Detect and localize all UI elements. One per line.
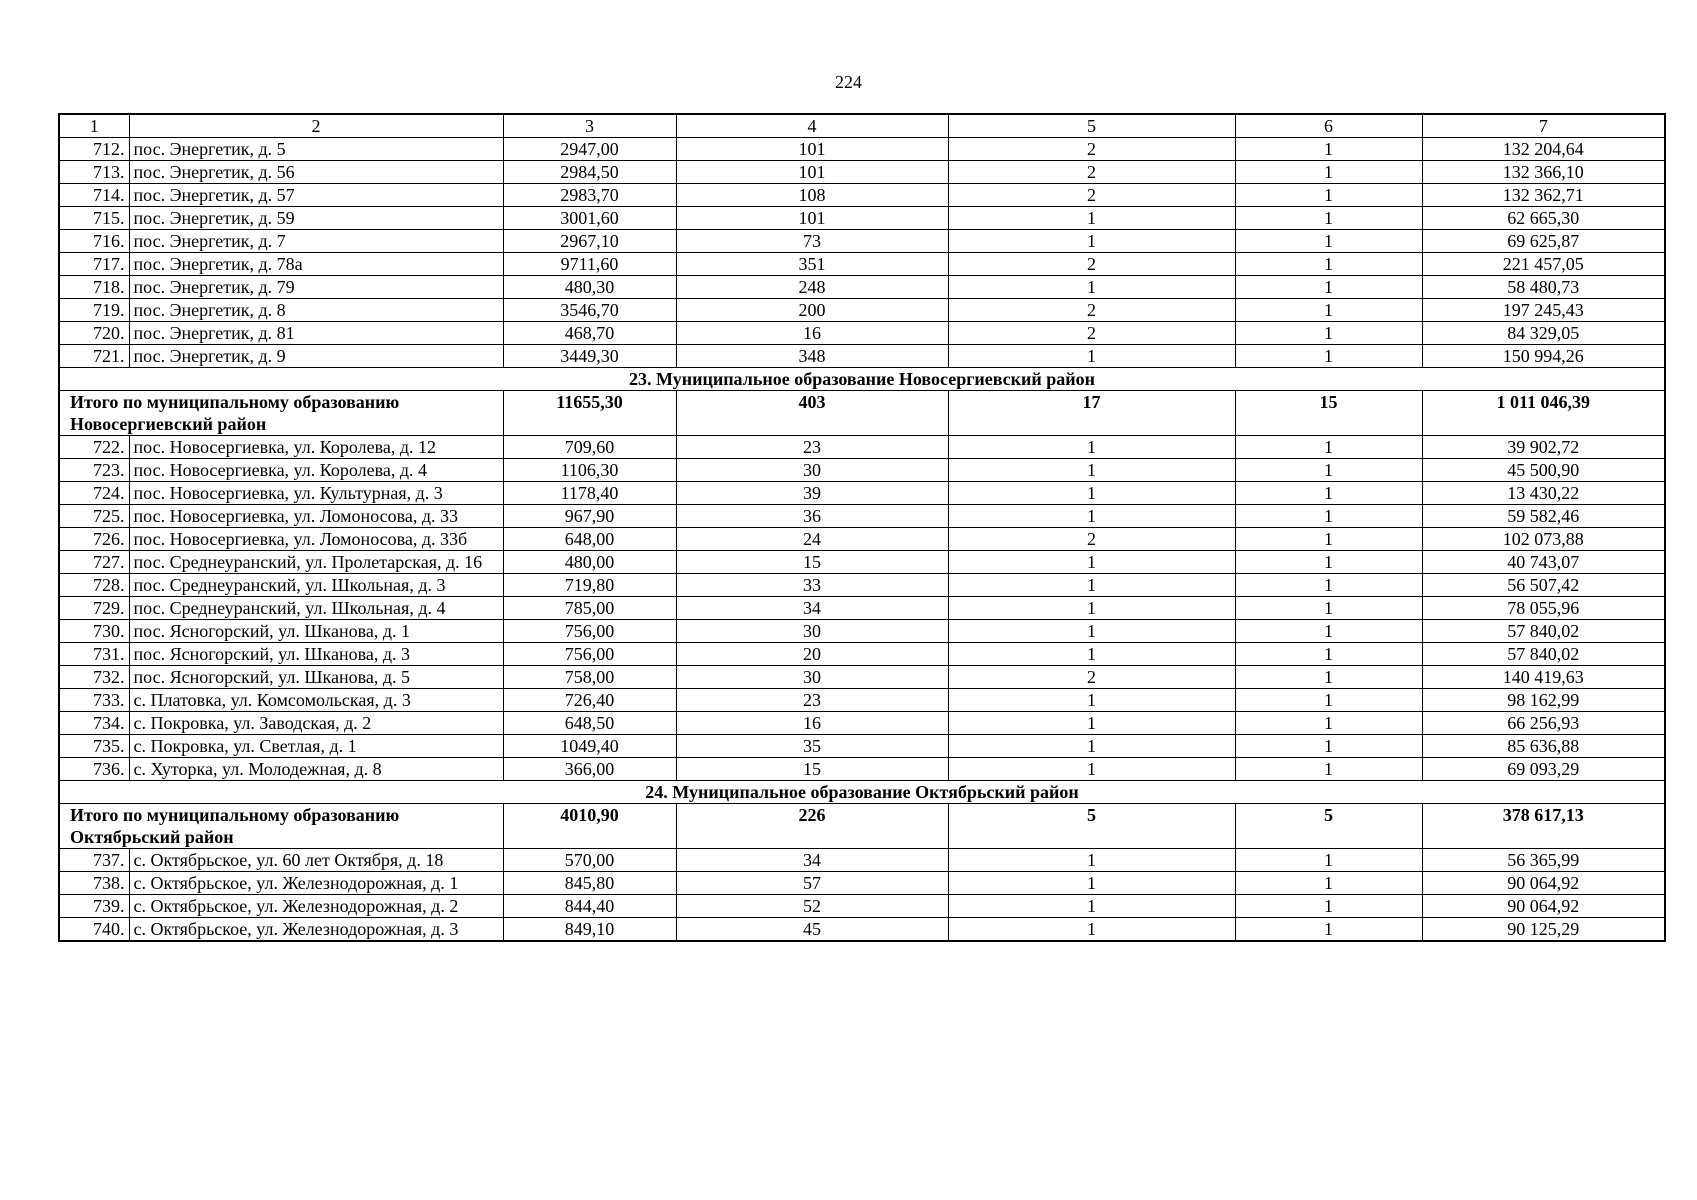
row-index: 732. bbox=[59, 666, 129, 689]
col-6-value: 1 bbox=[1235, 345, 1422, 368]
area: 3546,70 bbox=[503, 299, 676, 322]
column-number-6: 6 bbox=[1235, 114, 1422, 138]
col-5-value: 2 bbox=[948, 161, 1235, 184]
col-6-value: 1 bbox=[1235, 436, 1422, 459]
row-index: 734. bbox=[59, 712, 129, 735]
area: 648,00 bbox=[503, 528, 676, 551]
table-row bbox=[59, 322, 1665, 345]
area: 1106,30 bbox=[503, 459, 676, 482]
address: пос. Энергетик, д. 8 bbox=[129, 299, 503, 322]
table-row bbox=[59, 666, 1665, 689]
cost: 56 507,42 bbox=[1422, 574, 1665, 597]
cost: 39 902,72 bbox=[1422, 436, 1665, 459]
table-row bbox=[59, 872, 1665, 895]
total-cost: 1 011 046,39 bbox=[1422, 391, 1665, 436]
col-6-value: 1 bbox=[1235, 597, 1422, 620]
cost: 150 994,26 bbox=[1422, 345, 1665, 368]
col-5-value: 1 bbox=[948, 574, 1235, 597]
col-5-value: 1 bbox=[948, 482, 1235, 505]
table-row bbox=[59, 643, 1665, 666]
row-index: 716. bbox=[59, 230, 129, 253]
cost: 62 665,30 bbox=[1422, 207, 1665, 230]
total-area: 11655,30 bbox=[503, 391, 676, 436]
col-6-value: 1 bbox=[1235, 482, 1422, 505]
area: 648,50 bbox=[503, 712, 676, 735]
address: с. Октябрьское, ул. Железнодорожная, д. 1 bbox=[129, 872, 503, 895]
col-6-value: 1 bbox=[1235, 528, 1422, 551]
row-index: 714. bbox=[59, 184, 129, 207]
area: 570,00 bbox=[503, 849, 676, 872]
table-row bbox=[59, 597, 1665, 620]
address: пос. Среднеуранский, ул. Школьная, д. 3 bbox=[129, 574, 503, 597]
row-index: 722. bbox=[59, 436, 129, 459]
col-5-value: 1 bbox=[948, 712, 1235, 735]
residents: 39 bbox=[676, 482, 948, 505]
row-index: 735. bbox=[59, 735, 129, 758]
cost: 45 500,90 bbox=[1422, 459, 1665, 482]
address: пос. Новосергиевка, ул. Культурная, д. 3 bbox=[129, 482, 503, 505]
page-number: 224 bbox=[835, 72, 862, 92]
residents: 36 bbox=[676, 505, 948, 528]
row-index: 726. bbox=[59, 528, 129, 551]
area: 967,90 bbox=[503, 505, 676, 528]
area: 709,60 bbox=[503, 436, 676, 459]
residents: 20 bbox=[676, 643, 948, 666]
row-index: 720. bbox=[59, 322, 129, 345]
area: 2947,00 bbox=[503, 138, 676, 161]
total-label: Итого по муниципальному образованию Новосергиевский район bbox=[59, 391, 503, 436]
residents: 351 bbox=[676, 253, 948, 276]
address: с. Хуторка, ул. Молодежная, д. 8 bbox=[129, 758, 503, 781]
cost: 69 625,87 bbox=[1422, 230, 1665, 253]
area: 726,40 bbox=[503, 689, 676, 712]
area: 2983,70 bbox=[503, 184, 676, 207]
total-residents: 403 bbox=[676, 391, 948, 436]
column-number-3: 3 bbox=[503, 114, 676, 138]
table-row bbox=[59, 689, 1665, 712]
col-6-value: 1 bbox=[1235, 735, 1422, 758]
row-index: 719. bbox=[59, 299, 129, 322]
cost: 132 204,64 bbox=[1422, 138, 1665, 161]
row-index: 738. bbox=[59, 872, 129, 895]
row-index: 715. bbox=[59, 207, 129, 230]
area: 480,00 bbox=[503, 551, 676, 574]
row-index: 736. bbox=[59, 758, 129, 781]
total-col-6: 5 bbox=[1235, 804, 1422, 849]
row-index: 733. bbox=[59, 689, 129, 712]
section-heading: 24. Муниципальное образование Октябрьский район bbox=[59, 781, 1665, 804]
row-index: 728. bbox=[59, 574, 129, 597]
address: пос. Энергетик, д. 9 bbox=[129, 345, 503, 368]
row-index: 737. bbox=[59, 849, 129, 872]
table-row bbox=[59, 735, 1665, 758]
row-index: 723. bbox=[59, 459, 129, 482]
col-6-value: 1 bbox=[1235, 276, 1422, 299]
area: 3001,60 bbox=[503, 207, 676, 230]
area: 1178,40 bbox=[503, 482, 676, 505]
table-row bbox=[59, 161, 1665, 184]
address: с. Платовка, ул. Комсомольская, д. 3 bbox=[129, 689, 503, 712]
total-label: Итого по муниципальному образованию Октябрьский район bbox=[59, 804, 503, 849]
column-number-1: 1 bbox=[59, 114, 129, 138]
cost: 84 329,05 bbox=[1422, 322, 1665, 345]
col-6-value: 1 bbox=[1235, 138, 1422, 161]
col-6-value: 1 bbox=[1235, 643, 1422, 666]
cost: 56 365,99 bbox=[1422, 849, 1665, 872]
cost: 102 073,88 bbox=[1422, 528, 1665, 551]
cost: 40 743,07 bbox=[1422, 551, 1665, 574]
col-6-value: 1 bbox=[1235, 184, 1422, 207]
col-6-value: 1 bbox=[1235, 322, 1422, 345]
data-table bbox=[58, 113, 1666, 942]
cost: 132 362,71 bbox=[1422, 184, 1665, 207]
section-heading-row bbox=[59, 781, 1665, 804]
address: пос. Энергетик, д. 56 bbox=[129, 161, 503, 184]
area: 3449,30 bbox=[503, 345, 676, 368]
address: пос. Энергетик, д. 59 bbox=[129, 207, 503, 230]
col-6-value: 1 bbox=[1235, 253, 1422, 276]
area: 1049,40 bbox=[503, 735, 676, 758]
area: 756,00 bbox=[503, 620, 676, 643]
col-5-value: 1 bbox=[948, 620, 1235, 643]
table-row bbox=[59, 505, 1665, 528]
row-index: 717. bbox=[59, 253, 129, 276]
residents: 15 bbox=[676, 551, 948, 574]
address: с. Октябрьское, ул. Железнодорожная, д. 3 bbox=[129, 918, 503, 942]
address: пос. Энергетик, д. 5 bbox=[129, 138, 503, 161]
address: пос. Новосергиевка, ул. Ломоносова, д. 33 bbox=[129, 505, 503, 528]
section-heading-row bbox=[59, 368, 1665, 391]
residents: 34 bbox=[676, 849, 948, 872]
col-6-value: 1 bbox=[1235, 712, 1422, 735]
area: 849,10 bbox=[503, 918, 676, 942]
row-index: 721. bbox=[59, 345, 129, 368]
area: 366,00 bbox=[503, 758, 676, 781]
cost: 58 480,73 bbox=[1422, 276, 1665, 299]
address: пос. Среднеуранский, ул. Пролетарская, д. 16 bbox=[129, 551, 503, 574]
total-row bbox=[59, 804, 1665, 849]
row-index: 727. bbox=[59, 551, 129, 574]
address: пос. Энергетик, д. 57 bbox=[129, 184, 503, 207]
col-6-value: 1 bbox=[1235, 551, 1422, 574]
residents: 15 bbox=[676, 758, 948, 781]
col-5-value: 1 bbox=[948, 276, 1235, 299]
total-row bbox=[59, 391, 1665, 436]
address: пос. Ясногорский, ул. Шканова, д. 3 bbox=[129, 643, 503, 666]
cost: 78 055,96 bbox=[1422, 597, 1665, 620]
table-row bbox=[59, 459, 1665, 482]
residents: 45 bbox=[676, 918, 948, 942]
address: с. Октябрьское, ул. 60 лет Октября, д. 18 bbox=[129, 849, 503, 872]
col-5-value: 1 bbox=[948, 207, 1235, 230]
residents: 16 bbox=[676, 712, 948, 735]
col-5-value: 1 bbox=[948, 459, 1235, 482]
area: 845,80 bbox=[503, 872, 676, 895]
col-5-value: 1 bbox=[948, 918, 1235, 942]
col-6-value: 1 bbox=[1235, 459, 1422, 482]
row-index: 713. bbox=[59, 161, 129, 184]
cost: 90 125,29 bbox=[1422, 918, 1665, 942]
area: 2967,10 bbox=[503, 230, 676, 253]
residents: 23 bbox=[676, 689, 948, 712]
col-6-value: 1 bbox=[1235, 849, 1422, 872]
col-5-value: 2 bbox=[948, 299, 1235, 322]
address: пос. Энергетик, д. 79 bbox=[129, 276, 503, 299]
col-6-value: 1 bbox=[1235, 299, 1422, 322]
residents: 34 bbox=[676, 597, 948, 620]
area: 480,30 bbox=[503, 276, 676, 299]
col-5-value: 1 bbox=[948, 895, 1235, 918]
column-number-5: 5 bbox=[948, 114, 1235, 138]
table-row bbox=[59, 895, 1665, 918]
total-cost: 378 617,13 bbox=[1422, 804, 1665, 849]
residents: 200 bbox=[676, 299, 948, 322]
cost: 90 064,92 bbox=[1422, 895, 1665, 918]
col-6-value: 1 bbox=[1235, 689, 1422, 712]
address: пос. Ясногорский, ул. Шканова, д. 5 bbox=[129, 666, 503, 689]
table-row bbox=[59, 528, 1665, 551]
residents: 348 bbox=[676, 345, 948, 368]
address: пос. Среднеуранский, ул. Школьная, д. 4 bbox=[129, 597, 503, 620]
col-5-value: 1 bbox=[948, 551, 1235, 574]
address: пос. Новосергиевка, ул. Королева, д. 12 bbox=[129, 436, 503, 459]
area: 719,80 bbox=[503, 574, 676, 597]
col-5-value: 2 bbox=[948, 184, 1235, 207]
col-6-value: 1 bbox=[1235, 505, 1422, 528]
cost: 140 419,63 bbox=[1422, 666, 1665, 689]
address: с. Октябрьское, ул. Железнодорожная, д. 2 bbox=[129, 895, 503, 918]
table-row bbox=[59, 207, 1665, 230]
table-row bbox=[59, 276, 1665, 299]
address: пос. Новосергиевка, ул. Королева, д. 4 bbox=[129, 459, 503, 482]
col-5-value: 1 bbox=[948, 849, 1235, 872]
col-5-value: 1 bbox=[948, 689, 1235, 712]
col-5-value: 1 bbox=[948, 505, 1235, 528]
total-area: 4010,90 bbox=[503, 804, 676, 849]
area: 9711,60 bbox=[503, 253, 676, 276]
col-5-value: 1 bbox=[948, 735, 1235, 758]
area: 468,70 bbox=[503, 322, 676, 345]
residents: 35 bbox=[676, 735, 948, 758]
residents: 30 bbox=[676, 620, 948, 643]
residents: 33 bbox=[676, 574, 948, 597]
col-6-value: 1 bbox=[1235, 895, 1422, 918]
residents: 108 bbox=[676, 184, 948, 207]
area: 844,40 bbox=[503, 895, 676, 918]
col-6-value: 1 bbox=[1235, 161, 1422, 184]
address: пос. Энергетик, д. 78а bbox=[129, 253, 503, 276]
cost: 85 636,88 bbox=[1422, 735, 1665, 758]
total-residents: 226 bbox=[676, 804, 948, 849]
cost: 57 840,02 bbox=[1422, 620, 1665, 643]
col-5-value: 1 bbox=[948, 345, 1235, 368]
col-5-value: 1 bbox=[948, 872, 1235, 895]
row-index: 725. bbox=[59, 505, 129, 528]
residents: 30 bbox=[676, 459, 948, 482]
residents: 24 bbox=[676, 528, 948, 551]
address: пос. Энергетик, д. 7 bbox=[129, 230, 503, 253]
table-row bbox=[59, 482, 1665, 505]
residents: 101 bbox=[676, 161, 948, 184]
table-row bbox=[59, 299, 1665, 322]
col-5-value: 2 bbox=[948, 322, 1235, 345]
cost: 132 366,10 bbox=[1422, 161, 1665, 184]
col-6-value: 1 bbox=[1235, 207, 1422, 230]
column-number-row bbox=[59, 114, 1665, 138]
col-6-value: 1 bbox=[1235, 872, 1422, 895]
row-index: 740. bbox=[59, 918, 129, 942]
row-index: 729. bbox=[59, 597, 129, 620]
residents: 101 bbox=[676, 207, 948, 230]
col-6-value: 1 bbox=[1235, 620, 1422, 643]
table-row bbox=[59, 849, 1665, 872]
col-5-value: 2 bbox=[948, 253, 1235, 276]
col-5-value: 1 bbox=[948, 230, 1235, 253]
address: пос. Новосергиевка, ул. Ломоносова, д. 33б bbox=[129, 528, 503, 551]
col-5-value: 1 bbox=[948, 436, 1235, 459]
col-5-value: 2 bbox=[948, 138, 1235, 161]
residents: 23 bbox=[676, 436, 948, 459]
residents: 16 bbox=[676, 322, 948, 345]
row-index: 712. bbox=[59, 138, 129, 161]
cost: 57 840,02 bbox=[1422, 643, 1665, 666]
row-index: 731. bbox=[59, 643, 129, 666]
residents: 57 bbox=[676, 872, 948, 895]
cost: 221 457,05 bbox=[1422, 253, 1665, 276]
table-row bbox=[59, 918, 1665, 942]
area: 756,00 bbox=[503, 643, 676, 666]
row-index: 739. bbox=[59, 895, 129, 918]
col-5-value: 1 bbox=[948, 643, 1235, 666]
residents: 73 bbox=[676, 230, 948, 253]
total-col-5: 17 bbox=[948, 391, 1235, 436]
table-row bbox=[59, 712, 1665, 735]
col-5-value: 1 bbox=[948, 597, 1235, 620]
address: с. Покровка, ул. Светлая, д. 1 bbox=[129, 735, 503, 758]
section-heading: 23. Муниципальное образование Новосергиевский район bbox=[59, 368, 1665, 391]
table-row bbox=[59, 253, 1665, 276]
column-number-7: 7 bbox=[1422, 114, 1665, 138]
table-row bbox=[59, 574, 1665, 597]
table-row bbox=[59, 138, 1665, 161]
col-6-value: 1 bbox=[1235, 918, 1422, 942]
total-col-6: 15 bbox=[1235, 391, 1422, 436]
cost: 66 256,93 bbox=[1422, 712, 1665, 735]
area: 2984,50 bbox=[503, 161, 676, 184]
cost: 197 245,43 bbox=[1422, 299, 1665, 322]
address: пос. Ясногорский, ул. Шканова, д. 1 bbox=[129, 620, 503, 643]
residents: 101 bbox=[676, 138, 948, 161]
col-6-value: 1 bbox=[1235, 666, 1422, 689]
row-index: 718. bbox=[59, 276, 129, 299]
col-5-value: 2 bbox=[948, 666, 1235, 689]
cost: 69 093,29 bbox=[1422, 758, 1665, 781]
table-row bbox=[59, 758, 1665, 781]
col-6-value: 1 bbox=[1235, 758, 1422, 781]
table-row bbox=[59, 436, 1665, 459]
cost: 90 064,92 bbox=[1422, 872, 1665, 895]
col-6-value: 1 bbox=[1235, 230, 1422, 253]
table-row bbox=[59, 620, 1665, 643]
address: пос. Энергетик, д. 81 bbox=[129, 322, 503, 345]
residents: 52 bbox=[676, 895, 948, 918]
column-number-4: 4 bbox=[676, 114, 948, 138]
total-col-5: 5 bbox=[948, 804, 1235, 849]
col-6-value: 1 bbox=[1235, 574, 1422, 597]
area: 758,00 bbox=[503, 666, 676, 689]
cost: 59 582,46 bbox=[1422, 505, 1665, 528]
table-row bbox=[59, 184, 1665, 207]
col-5-value: 1 bbox=[948, 758, 1235, 781]
table-row bbox=[59, 230, 1665, 253]
column-number-2: 2 bbox=[129, 114, 503, 138]
row-index: 730. bbox=[59, 620, 129, 643]
table-row bbox=[59, 345, 1665, 368]
residents: 30 bbox=[676, 666, 948, 689]
col-5-value: 2 bbox=[948, 528, 1235, 551]
row-index: 724. bbox=[59, 482, 129, 505]
area: 785,00 bbox=[503, 597, 676, 620]
table-row bbox=[59, 551, 1665, 574]
cost: 13 430,22 bbox=[1422, 482, 1665, 505]
residents: 248 bbox=[676, 276, 948, 299]
address: с. Покровка, ул. Заводская, д. 2 bbox=[129, 712, 503, 735]
cost: 98 162,99 bbox=[1422, 689, 1665, 712]
